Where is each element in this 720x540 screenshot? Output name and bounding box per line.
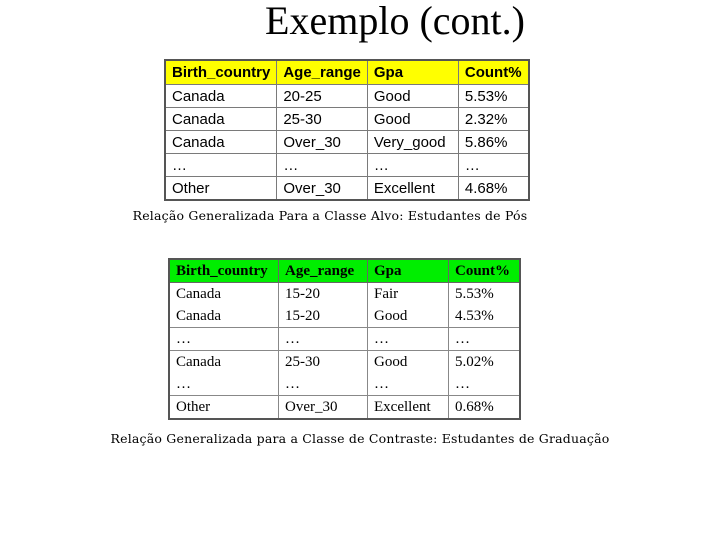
header-count: Count% xyxy=(458,60,528,85)
table-cell: 5.02% xyxy=(449,351,521,374)
header-gpa: Gpa xyxy=(368,259,449,283)
table-cell: Other xyxy=(169,396,279,420)
contrast-class-table xyxy=(168,258,521,420)
table-row xyxy=(169,396,520,420)
table-cell: Canada xyxy=(165,108,277,131)
table-cell: Good xyxy=(367,85,458,108)
table-cell: 5.53% xyxy=(458,85,528,108)
header-count: Count% xyxy=(449,259,521,283)
table-header-row xyxy=(169,259,520,283)
header-gpa: Gpa xyxy=(367,60,458,85)
table-cell: … xyxy=(368,328,449,351)
header-birth-country: Birth_country xyxy=(169,259,279,283)
table-cell: … xyxy=(279,328,368,351)
table-cell: 20-25 xyxy=(277,85,368,108)
table-row xyxy=(169,283,520,306)
table-cell: … xyxy=(169,373,279,396)
table-cell: Excellent xyxy=(367,177,458,201)
table-cell: … xyxy=(368,373,449,396)
table-cell: Canada xyxy=(165,85,277,108)
contrast-class-caption: Relação Generalizada para a Classe de Contraste: Estudantes de Graduação xyxy=(110,431,610,446)
table-cell: 4.53% xyxy=(449,305,521,328)
table-cell: … xyxy=(279,373,368,396)
table-row xyxy=(165,131,529,154)
header-age-range: Age_range xyxy=(277,60,368,85)
table-cell: … xyxy=(169,328,279,351)
table-cell: Very_good xyxy=(367,131,458,154)
slide-title: Exemplo (cont.) xyxy=(265,0,525,43)
table-cell: … xyxy=(449,328,521,351)
table-cell: 5.86% xyxy=(458,131,528,154)
table-cell: Canada xyxy=(169,305,279,328)
table-cell: Canada xyxy=(169,351,279,374)
table-cell: Over_30 xyxy=(277,131,368,154)
table-cell: Over_30 xyxy=(277,177,368,201)
table-cell: … xyxy=(165,154,277,177)
table-cell: Other xyxy=(165,177,277,201)
header-age-range: Age_range xyxy=(279,259,368,283)
table-cell: 4.68% xyxy=(458,177,528,201)
target-class-table xyxy=(164,59,530,201)
table-cell: Canada xyxy=(165,131,277,154)
table-cell: Excellent xyxy=(368,396,449,420)
header-birth-country: Birth_country xyxy=(165,60,277,85)
table-cell: 5.53% xyxy=(449,283,521,306)
table-cell: 0.68% xyxy=(449,396,521,420)
table-row xyxy=(165,85,529,108)
table-cell: … xyxy=(277,154,368,177)
table-row xyxy=(165,154,529,177)
table-cell: Over_30 xyxy=(279,396,368,420)
table-header-row xyxy=(165,60,529,85)
table-row xyxy=(169,305,520,328)
table-row xyxy=(169,351,520,374)
table-cell: 15-20 xyxy=(279,305,368,328)
table-cell: Fair xyxy=(368,283,449,306)
table-cell: Good xyxy=(367,108,458,131)
table-row xyxy=(165,177,529,201)
table-cell: … xyxy=(449,373,521,396)
table-row xyxy=(169,328,520,351)
table-cell: 25-30 xyxy=(277,108,368,131)
table-cell: 2.32% xyxy=(458,108,528,131)
table-cell: 15-20 xyxy=(279,283,368,306)
table-cell: Canada xyxy=(169,283,279,306)
table-cell: Good xyxy=(368,305,449,328)
table-cell: 25-30 xyxy=(279,351,368,374)
table-cell: … xyxy=(458,154,528,177)
table-row xyxy=(165,108,529,131)
target-class-caption: Relação Generalizada Para a Classe Alvo: Estudantes de Pós xyxy=(132,208,528,223)
table-cell: … xyxy=(367,154,458,177)
table-row xyxy=(169,373,520,396)
table-cell: Good xyxy=(368,351,449,374)
